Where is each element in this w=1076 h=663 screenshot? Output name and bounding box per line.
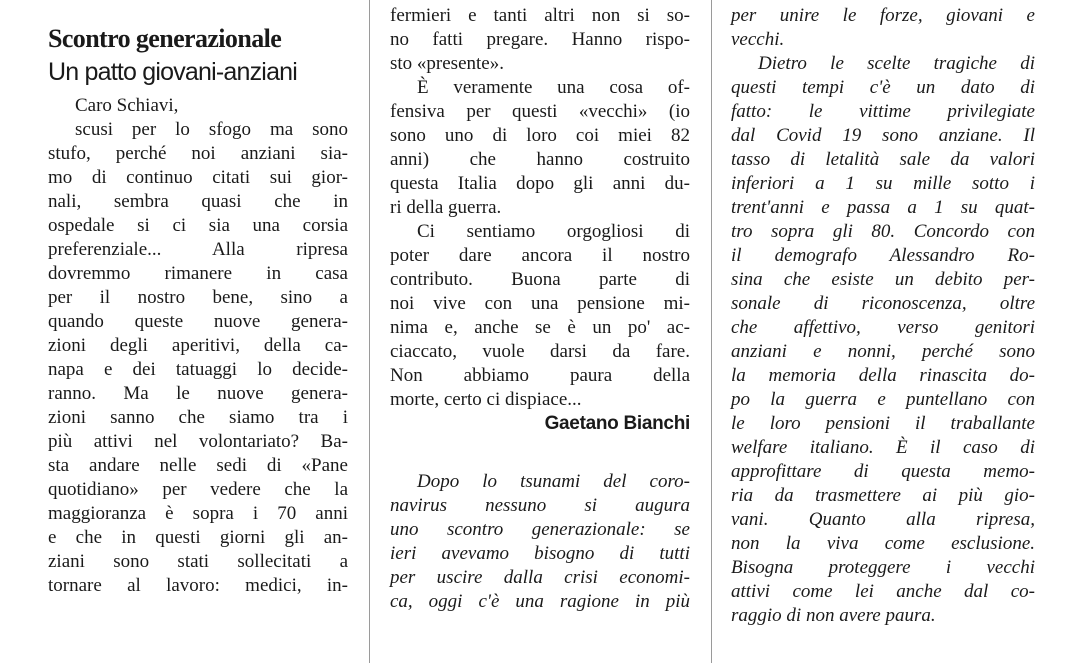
letter-signature: Gaetano Bianchi	[544, 413, 690, 434]
text-line: Dopo lo tsunami del coro-	[417, 471, 690, 492]
text-line: anni) che hanno costruito	[390, 149, 690, 170]
text-line: sta andare nelle sedi di «Pane	[48, 455, 348, 476]
text-line: sto «presente».	[390, 53, 504, 74]
text-line: ziani sono stati sollecitati a	[48, 551, 348, 572]
text-line: ria da trasmettere ai più gio-	[731, 485, 1035, 506]
text-line: È veramente una cosa of-	[417, 77, 690, 98]
text-line: fermieri e tanti altri non si so-	[390, 5, 690, 26]
text-line: trent'anni e passa a 1 su quat-	[731, 197, 1035, 218]
text-line: stufo, perché noi anziani sia-	[48, 143, 348, 164]
text-line: inferiori a 1 su mille sotto i	[731, 173, 1035, 194]
text-line: e che in questi giorni gli an-	[48, 527, 348, 548]
text-line: zioni degli aperitivi, della ca-	[48, 335, 348, 356]
text-line: più attivi nel volontariato? Ba-	[48, 431, 348, 452]
text-line: che affettivo, verso genitori	[731, 317, 1035, 338]
text-line: fatto: le vittime privilegiate	[731, 101, 1035, 122]
text-line: scusi per lo sfogo ma sono	[75, 119, 348, 140]
text-line: attivi come lei anche dal co-	[731, 581, 1035, 602]
text-line: zioni sanno che siamo tra i	[48, 407, 348, 428]
text-line: tro sopra gli 80. Concordo con	[731, 221, 1035, 242]
text-line: welfare italiano. È il caso di	[731, 437, 1035, 458]
text-line: poter dare ancora il nostro	[390, 245, 690, 266]
letter-text-column-2	[390, 4, 690, 412]
text-line: Dietro le scelte tragiche di	[758, 53, 1035, 74]
answer-text-column-2	[390, 470, 690, 614]
text-line: le loro pensioni il traballante	[731, 413, 1035, 434]
text-line: vani. Quanto alla ripresa,	[731, 509, 1035, 530]
text-line: per il nostro bene, sino a	[48, 287, 348, 308]
text-line: questi tempi c'è un dato di	[731, 77, 1035, 98]
text-line: sono uno di loro coi miei 82	[390, 125, 690, 146]
text-line: preferenziale... Alla ripresa	[48, 239, 348, 260]
text-line: approfittare di questa memo-	[731, 461, 1035, 482]
text-line: vecchi.	[731, 29, 785, 50]
text-line: ospedale si ci sia una corsia	[48, 215, 348, 236]
text-line: navirus nessuno si augura	[390, 495, 690, 516]
text-line: sonale di riconoscenza, oltre	[731, 293, 1035, 314]
text-line: per unire le forze, giovani e	[731, 5, 1035, 26]
column-2	[390, 0, 690, 614]
text-line: noi vive con una pensione mi-	[390, 293, 690, 314]
text-line: quotidiano» per vedere che la	[48, 479, 348, 500]
text-line: po la guerra e puntellano con	[731, 389, 1035, 410]
text-line: ri della guerra.	[390, 197, 502, 218]
text-line: non la viva come esclusione.	[731, 533, 1035, 554]
column-divider	[369, 0, 370, 663]
text-line: quando queste nuove genera-	[48, 311, 348, 332]
column-3	[731, 0, 1035, 628]
text-line: Non abbiamo paura della	[390, 365, 690, 386]
text-line: mo di continuo citati sui gior-	[48, 167, 348, 188]
text-line: dovremmo rimanere in casa	[48, 263, 348, 284]
letter-text-column-1	[48, 118, 348, 598]
text-line: napa e dei tatuaggi lo decide-	[48, 359, 348, 380]
text-line: nali, sembra quasi che in	[48, 191, 348, 212]
text-line: Ci sentiamo orgogliosi di	[417, 221, 690, 242]
text-line: tornare al lavoro: medici, in-	[48, 575, 348, 596]
text-line: raggio di non avere paura.	[731, 605, 936, 626]
answer-text-column-3	[731, 4, 1035, 628]
text-line: ca, oggi c'è una ragione in più	[390, 591, 690, 612]
text-line: sina che esiste un debito per-	[731, 269, 1035, 290]
text-line: il demografo Alessandro Ro-	[731, 245, 1035, 266]
text-line: questa Italia dopo gli anni du-	[390, 173, 690, 194]
text-line: no fatti pregare. Hanno rispo-	[390, 29, 690, 50]
text-line: ranno. Ma le nuove genera-	[48, 383, 348, 404]
column-divider	[711, 0, 712, 663]
text-line: ciaccato, vuole darsi da fare.	[390, 341, 690, 362]
headline: Scontro generazionale	[48, 24, 282, 53]
subheadline: Un patto giovani-anziani	[48, 58, 298, 86]
text-line: contributo. Buona parte di	[390, 269, 690, 290]
text-line: dal Covid 19 sono anziane. Il	[731, 125, 1035, 146]
text-line: anziani e nonni, perché sono	[731, 341, 1035, 362]
text-line: morte, certo ci dispiace...	[390, 389, 582, 410]
letter-salutation: Caro Schiavi,	[75, 95, 179, 116]
column-1	[48, 0, 348, 598]
text-line: maggioranza è sopra i 70 anni	[48, 503, 348, 524]
text-line: la memoria della rinascita do-	[731, 365, 1035, 386]
text-line: fensiva per questi «vecchi» (io	[390, 101, 690, 122]
text-line: tasso di letalità sale da valori	[731, 149, 1035, 170]
text-line: ieri avevamo bisogno di tutti	[390, 543, 690, 564]
text-line: per uscire dalla crisi economi-	[390, 567, 690, 588]
text-line: Bisogna proteggere i vecchi	[731, 557, 1035, 578]
text-line: nima e, anche se è un po' ac-	[390, 317, 690, 338]
text-line: uno scontro generazionale: se	[390, 519, 690, 540]
